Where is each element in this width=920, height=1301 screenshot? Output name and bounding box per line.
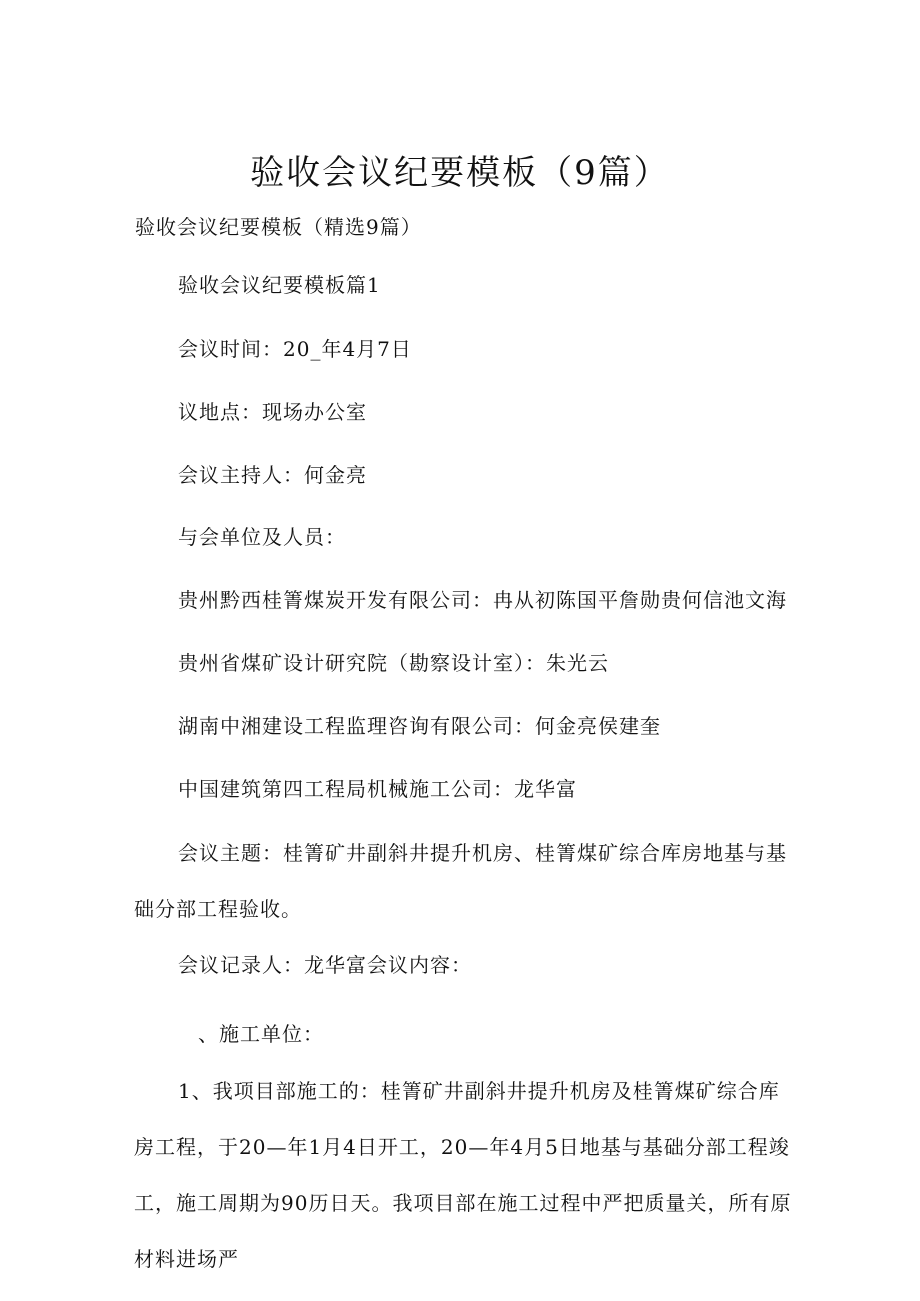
meeting-topic: 会议主题：桂箐矿井副斜井提升机房、桂箐煤矿综合库房地基与基础分部工程验收。 [134,841,787,921]
section-heading: 验收会议纪要模板篇1 [178,273,381,297]
attendee-line: 中国建筑第四工程局机械施工公司：龙华富 [178,777,577,801]
attendees-label: 与会单位及人员： [178,525,346,549]
attendee-line: 贵州黔西桂箐煤炭开发有限公司：冉从初陈国平詹勋贵何信池文海 [178,588,787,612]
attendee-line: 湖南中湘建设工程监理咨询有限公司：何金亮侯建奎 [178,714,661,738]
attendee-line: 贵州省煤矿设计研究院（勘察设计室）：朱光云 [178,651,609,675]
document-title: 验收会议纪要模板（9篇） [250,153,670,193]
meeting-recorder: 会议记录人：龙华富会议内容： [178,953,472,977]
meeting-place: 议地点：现场办公室 [178,400,367,424]
contractor-paragraph: 1、我项目部施工的：桂箐矿井副斜井提升机房及桂箐煤矿综合库房工程，于20—年1月4日开工，20—年4月5日地基与基础分部工程竣工，施工周期为90历日天。我项目部在施工过程中严把质量关，所有原材料进场严 [134,1079,792,1271]
meeting-time: 会议时间：20_年4月7日 [178,337,412,361]
contractor-heading: 、施工单位： [198,1022,324,1046]
document-subtitle: 验收会议纪要模板（精选9篇） [135,215,422,239]
meeting-host: 会议主持人：何金亮 [178,463,367,487]
